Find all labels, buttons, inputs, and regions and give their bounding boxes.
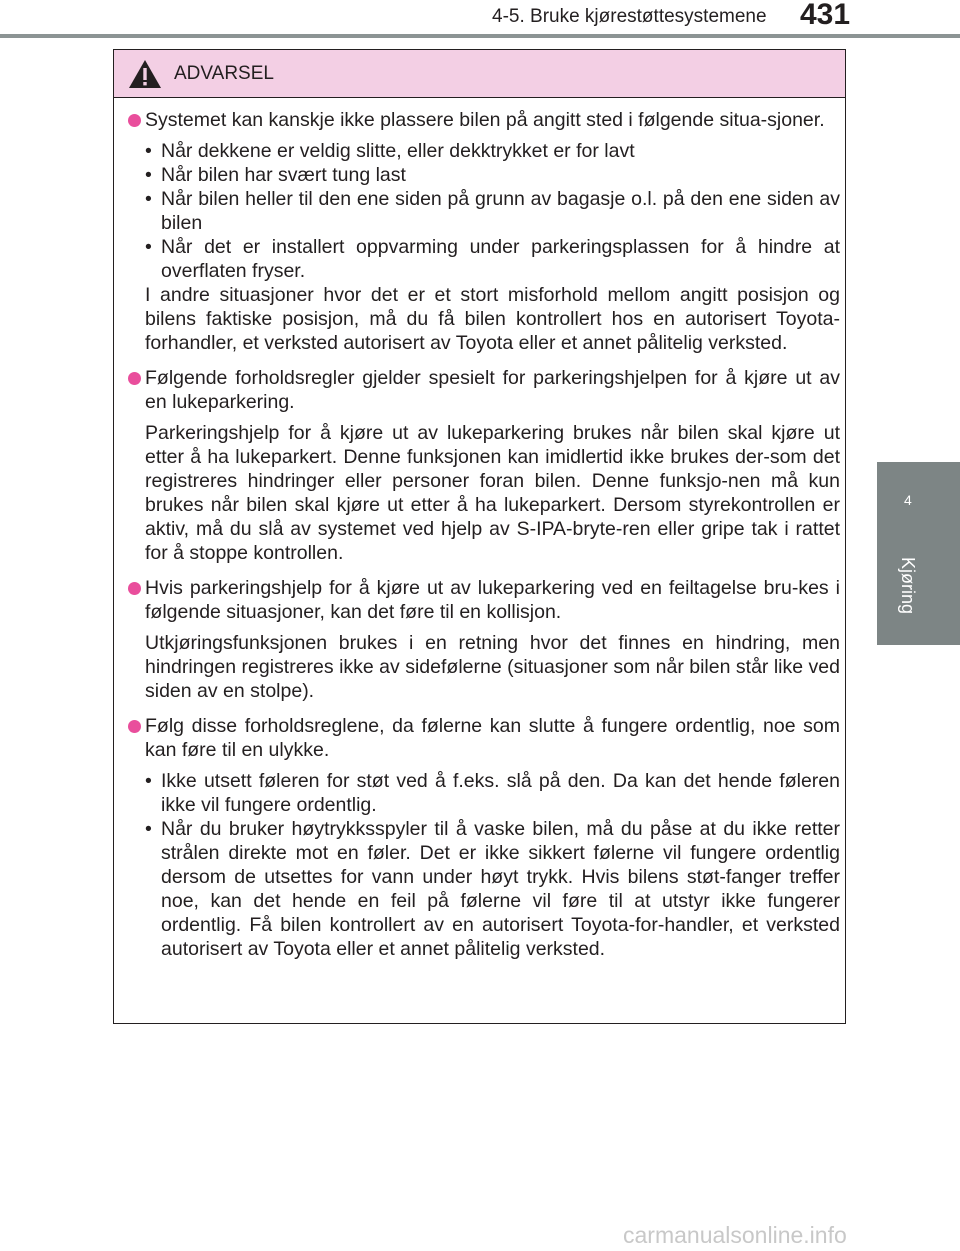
list-item: • Når bilen heller til den ene siden på grunn av bagasje o.l. på den ene siden av bilen <box>145 187 840 235</box>
warning-box <box>113 49 846 1024</box>
warning-title: ADVARSEL <box>174 62 274 84</box>
watermark: carmanualsonline.info <box>623 1222 847 1248</box>
chapter-number: 4 <box>904 492 912 508</box>
warning-item <box>128 714 840 961</box>
page-number: 431 <box>800 0 851 31</box>
bullet-icon <box>128 576 145 703</box>
item-paragraph: Parkeringshjelp for å kjøre ut av lukeparkering brukes når bilen skal kjøre ut etter å ha lukeparkert. Denne funksjonen kan imidlertid ikke brukes der-som det registreres hindringer eller personer foran bilen. Denne funksjo-nen må kun brukes når bilen skal kjøre ut etter å ha lukeparkert. Dersom styrekontrollen er aktiv, må du slå av systemet ved hjelp av S-IPA-bryte-ren eller gripe tak i rattet for å stoppe kontrollen. <box>145 422 840 564</box>
item-text: Hvis parkeringshjelp for å kjøre ut av lukeparkering ved en feiltagelse bru-kes i følgende situasjoner, kan det føre til en kollisjon. <box>145 577 840 623</box>
header-rule <box>0 34 960 38</box>
item-text: Følgende forholdsregler gjelder spesielt for parkeringshjelpen for å kjøre ut av en lukeparkering. <box>145 367 840 413</box>
warning-content <box>128 108 840 972</box>
warning-triangle-icon <box>128 59 162 89</box>
bullet-list <box>145 769 840 961</box>
warning-item <box>128 576 840 703</box>
bullet-list <box>145 139 840 283</box>
warning-item <box>128 108 840 355</box>
list-item: • Når det er installert oppvarming under parkeringsplassen for å hindre at overflaten fryser. <box>145 235 840 283</box>
chapter-label-text: Kjøring <box>898 557 918 615</box>
list-item: • Når bilen har svært tung last <box>145 163 840 187</box>
list-item: • Når dekkene er veldig slitte, eller dekktrykket er for lavt <box>145 139 840 163</box>
list-item: • Ikke utsett føleren for støt ved å f.eks. slå på den. Da kan det hende føleren ikke vil fungere ordentlig. <box>145 769 840 817</box>
warning-header <box>114 50 845 98</box>
section-title: 4-5. Bruke kjørestøttesystemene <box>492 6 767 27</box>
warning-item <box>128 366 840 565</box>
item-paragraph: I andre situasjoner hvor det er et stort misforhold mellom angitt posisjon og bilens faktiske posisjon, må du få bilen kontrollert hos en autorisert Toyota-forhandler, et verksted autorisert av Toyota eller et annet pålitelig verksted. <box>145 284 840 354</box>
list-item: • Når du bruker høytrykksspyler til å vaske bilen, må du påse at du ikke retter strålen direkte mot en føler. Det er ikke sikkert følerne vil fungere ordentlig dersom de utsettes for vann under høyt trykk. Hvis bilens støt-fanger treffer noe, kan det hende en feil på følerne vil føre til at utstyr ikke fungerer ordentlig. Få bilen kontrollert av en autorisert Toyota-for-handler, et verksted autorisert av Toyota eller et annet pålitelig verksted. <box>145 817 840 961</box>
bullet-icon <box>128 366 145 565</box>
item-paragraph: Utkjøringsfunksjonen brukes i en retning hvor det finnes en hindring, men hindringen registreres ikke av sidefølerne (situasjoner som når bilen står like ved siden av en stolpe). <box>145 632 840 702</box>
item-text: Følg disse forholdsreglene, da følerne kan slutte å fungere ordentlig, noe som kan føre til en ulykke. <box>145 715 840 761</box>
item-text: Systemet kan kanskje ikke plassere bilen på angitt sted i følgende situa-sjoner. <box>145 109 825 131</box>
bullet-icon <box>128 108 145 355</box>
bullet-icon <box>128 714 145 961</box>
chapter-tab[interactable] <box>877 462 960 645</box>
